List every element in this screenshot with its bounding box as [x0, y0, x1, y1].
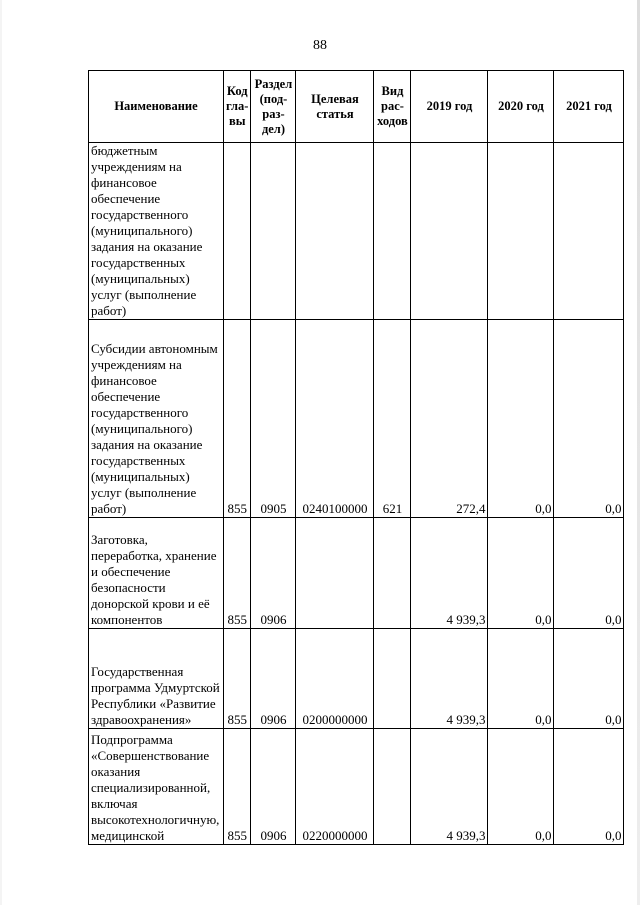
header-expense: Вид рас- ходов [374, 71, 411, 143]
row-2020 [488, 143, 554, 320]
scan-edge-left [0, 0, 2, 905]
table-row [89, 518, 624, 629]
header-name: Наименование [89, 71, 224, 143]
row-section: 0906 [251, 629, 296, 729]
budget-table [88, 70, 624, 845]
row-expense: 621 [374, 320, 411, 518]
row-2021: 0,0 [554, 629, 624, 729]
table-row [89, 729, 624, 845]
header-2021: 2021 год [554, 71, 624, 143]
row-target: 0240100000 [296, 320, 374, 518]
row-chapter: 855 [224, 629, 251, 729]
row-chapter: 855 [224, 729, 251, 845]
row-target: 0220000000 [296, 729, 374, 845]
row-name: Государственная программа Удмуртской Республики «Развитие здравоохранения» [89, 629, 224, 729]
row-2020: 0,0 [488, 518, 554, 629]
row-2021 [554, 143, 624, 320]
row-2021: 0,0 [554, 729, 624, 845]
table-row [89, 629, 624, 729]
row-2019: 4 939,3 [411, 729, 488, 845]
row-2019: 4 939,3 [411, 518, 488, 629]
row-2019: 272,4 [411, 320, 488, 518]
row-section: 0906 [251, 729, 296, 845]
row-2021: 0,0 [554, 320, 624, 518]
row-name: Подпрограмма «Совершенствование оказания специализированной, включая высокотехнологичную, медицинской [89, 729, 224, 845]
header-target: Целевая статья [296, 71, 374, 143]
table-row [89, 320, 624, 518]
row-2019 [411, 143, 488, 320]
row-2019: 4 939,3 [411, 629, 488, 729]
row-expense [374, 729, 411, 845]
header-row [89, 71, 624, 143]
row-target [296, 518, 374, 629]
row-expense [374, 518, 411, 629]
row-chapter [224, 143, 251, 320]
header-2020: 2020 год [488, 71, 554, 143]
header-section: Раздел (под- раз- дел) [251, 71, 296, 143]
page-number: 88 [313, 38, 327, 53]
row-2020: 0,0 [488, 320, 554, 518]
table-row [89, 143, 624, 320]
row-name: Заготовка, переработка, хранение и обеспечение безопасности донорской крови и её компонентов [89, 518, 224, 629]
row-section: 0906 [251, 518, 296, 629]
row-chapter: 855 [224, 518, 251, 629]
row-section: 0905 [251, 320, 296, 518]
row-name: Субсидии автономным учреждениям на финансовое обеспечение государственного (муниципального) задания на оказание государственных (муниципальных) услуг (выполнение работ) [89, 320, 224, 518]
header-chapter: Код гла- вы [224, 71, 251, 143]
row-section [251, 143, 296, 320]
header-2019: 2019 год [411, 71, 488, 143]
row-expense [374, 629, 411, 729]
row-target: 0200000000 [296, 629, 374, 729]
row-target [296, 143, 374, 320]
row-2020: 0,0 [488, 729, 554, 845]
row-chapter: 855 [224, 320, 251, 518]
row-name: бюджетным учреждениям на финансовое обеспечение государственного (муниципального) задания на оказание государственных (муниципальных) услуг (выполнение работ) [89, 143, 224, 320]
row-expense [374, 143, 411, 320]
row-2021: 0,0 [554, 518, 624, 629]
row-2020: 0,0 [488, 629, 554, 729]
